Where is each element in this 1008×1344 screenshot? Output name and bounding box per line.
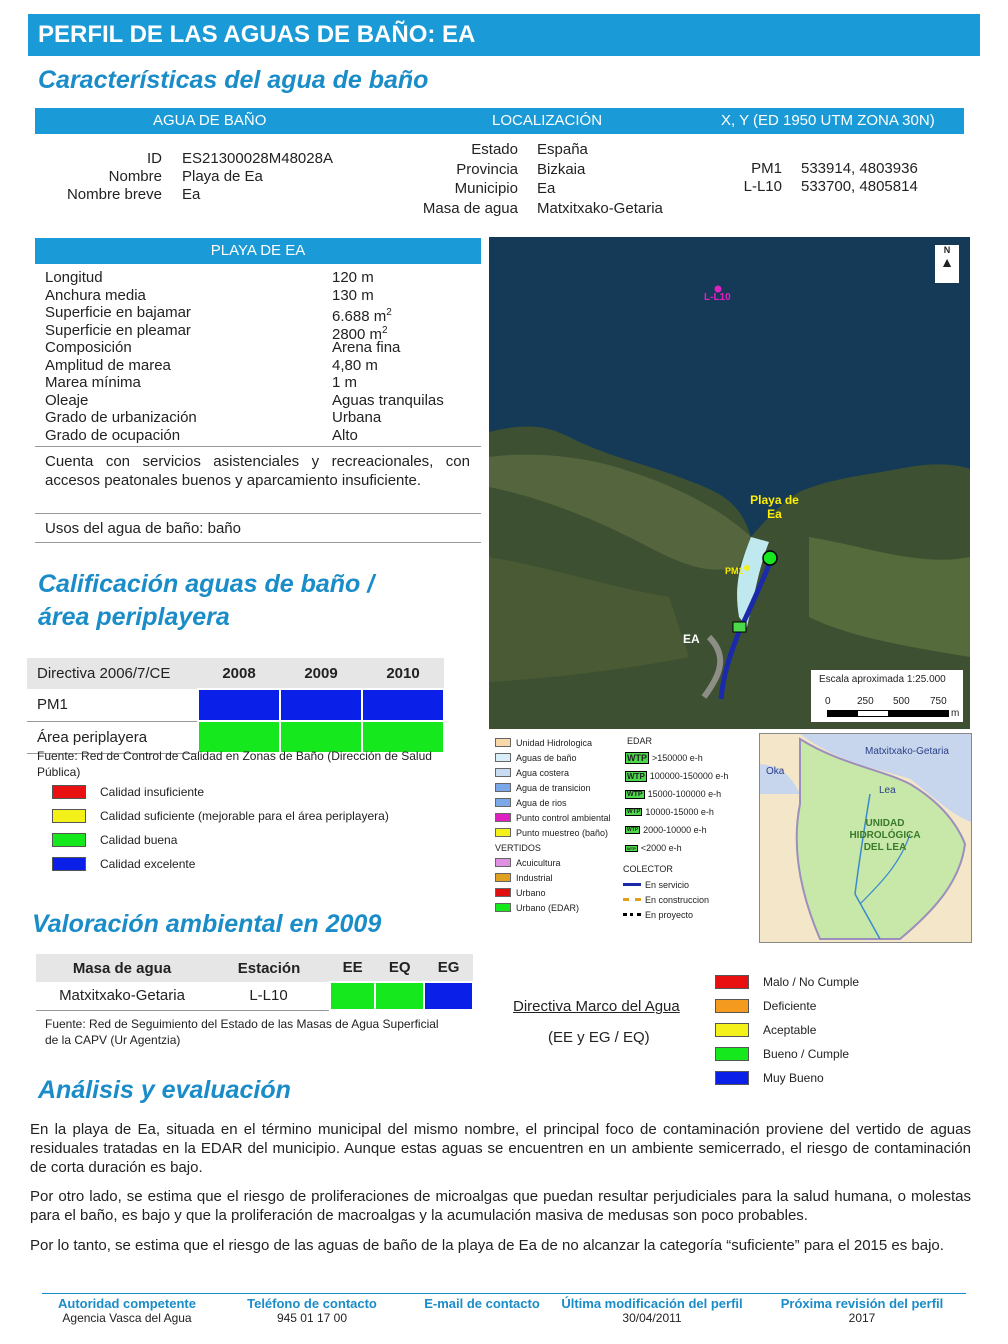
playa-attr-row [45,409,475,427]
quality-row-pm1 [27,689,444,721]
env-cell-ee [330,982,375,1010]
pm1-value: 533914, 4803936 [801,160,918,177]
edar-legend-label: 100000-150000 e-h [649,771,729,781]
map-legend-item [495,780,625,795]
playa-attr-value [332,339,400,357]
nombre-label: Nombre [108,168,162,185]
section-heading-caracteristicas: Características del agua de baño [38,66,429,94]
inset-label-lea: Lea [879,785,896,796]
masa-label: Masa de agua [422,199,518,217]
analisis-p2: Por otro lado, se estima que el riesgo de proliferaciones de microalgas que puedan resultar perjudiciales para la salud humana, o molestas para el baño, es bajo y que la proliferación de macroalgas y la acumulación masiva de medusas son poco probables. [30,1188,971,1224]
wtp-icon: WTP [627,809,641,815]
colector-item: En servicio [645,879,690,890]
map-legend-label: Unidad Hidrologica [516,737,593,748]
edar-legend-label: 10000-15000 e-h [645,807,714,817]
playa-attr-value-text: 2800 m [332,325,383,343]
playa-attr-value [332,357,378,375]
agua-labels [40,150,162,204]
quality-cell [198,689,280,721]
heading-line-2: área periplayera [38,603,230,631]
legend-item [715,1018,859,1042]
map-legend-swatch [495,903,511,912]
playa-attr-value-text: Arena fina [332,339,401,356]
playa-attr-value [332,374,357,392]
quality-cell [280,689,362,721]
fuente-valoracion: Fuente: Red de Seguimiento del Estado de las Masas de Agua Superficial de la CAPV (Ur Agentzia) [45,1017,439,1047]
inset-unidad-line: UNIDAD [865,818,905,829]
playa-attr-label: Superficie en pleamar [45,321,191,339]
map-legend-item [495,825,625,840]
footer-column [552,1296,752,1325]
playa-attr-label: Marea mínima [45,374,141,391]
map-legend-swatch [495,858,511,867]
edar-legend-label: 15000-100000 e-h [647,789,722,799]
playa-attr-label: Grado de ocupación [45,426,181,444]
map-legend-label: Agua de rios [516,797,567,808]
legend-swatch [715,975,749,989]
directive-header: Directiva 2006/7/CE [37,665,171,682]
env-masa: Matxitxako-Getaria [59,987,185,1005]
usos-text: Usos del agua de baño: baño [45,520,241,537]
provincia-value: Bizkaia [537,160,586,178]
quality-header-row [27,658,444,689]
map-legend-item [495,810,625,825]
edar-legend-item [625,821,765,839]
map-legend-item [495,840,625,855]
playa-attr-value-text: Urbana [332,409,382,426]
superscript: 2 [382,324,388,336]
playa-attr-row [45,392,475,410]
dma-label: Directiva Marco del Agua [513,998,680,1015]
playa-attr-row [45,321,475,343]
legend-item [715,1042,859,1066]
legend-swatch [52,785,86,799]
env-cell-eg [424,982,473,1010]
map-legend-item [495,900,625,915]
colector-construction-swatch [623,898,641,901]
provincia-label: Provincia [456,160,518,178]
estado-label: Estado [471,141,518,158]
map-legend-label: Urbano (EDAR) [516,902,580,913]
pm1-map-label: PM1 [725,566,744,576]
map-legend-item [495,855,625,870]
legend-label: Muy Bueno [763,1071,824,1085]
legend-label: Calidad buena [100,833,178,847]
map-legend-left [495,735,625,915]
map-legend-label: Urbano [516,887,546,898]
scale-tick: 0 [825,696,831,707]
legend-item [715,970,859,994]
colector-service-swatch [623,883,641,886]
playa-attr-value-text: 4,80 m [332,356,378,374]
legend-item [715,994,859,1018]
quality-cell [362,689,444,721]
legend-swatch [52,857,86,871]
edar-legend-label: >150000 e-h [652,753,703,763]
map-legend-label: Punto control ambiental [516,812,611,823]
playa-attr-value [332,287,374,305]
col-localizacion: LOCALIZACIÓN [492,112,603,129]
inset-label-unidad [835,818,935,854]
env-header-row [36,954,473,982]
characteristics-header-bar [35,108,964,134]
scale-label: Escala aproximada 1:25.000 [819,674,946,685]
playa-attr-row [45,269,475,287]
footer-value: Agencia Vasca del Agua [62,1311,192,1325]
footer-column [42,1296,212,1325]
playa-attr-value [332,409,381,427]
l10-label: L-L10 [743,178,782,195]
municipio-label: Municipio [454,180,518,197]
legend-item [52,828,389,852]
page-title: PERFIL DE LAS AGUAS DE BAÑO: EA [28,14,980,56]
coord-values [801,160,961,196]
dma-sublabel: (EE y EG / EQ) [548,1029,650,1046]
legend-label: Calidad excelente [100,857,196,871]
footer-heading: Teléfono de contacto [247,1296,377,1311]
playa-attr-value-text: 130 m [332,286,374,304]
map-legend-label: Aguas de baño [516,752,577,763]
municipio-value: Ea [537,180,556,197]
playa-attr-value-text: Aguas tranquilas [332,391,444,409]
map-legend-swatch [495,753,511,762]
section-heading-calificacion [38,568,374,634]
map-legend-item [495,795,625,810]
map-legend-item [495,735,625,750]
inset-map[interactable] [759,733,972,943]
superscript: 2 [386,307,392,318]
colector-project-swatch [623,913,641,916]
playa-attr-value-text: 120 m [332,269,374,286]
inset-unidad-line: HIDROLÓGICA [849,830,921,841]
legend-swatch [715,999,749,1013]
playa-attr-value-text: 1 m [332,374,358,391]
edar-legend-item [625,803,765,821]
playa-attr-value [332,392,444,410]
agua-values [182,150,382,204]
playa-attr-row [45,339,475,357]
coord-labels [720,160,782,196]
edar-title: EDAR [627,736,653,746]
env-estacion: L-L10 [249,987,288,1005]
inset-label-oka: Oka [766,766,785,777]
map-legend-right [625,749,765,857]
legend-label: Aceptable [763,1023,817,1037]
footer-column [762,1296,962,1325]
playa-attr-label: Oleaje [45,391,89,409]
map-legend-swatch [495,828,511,837]
map-legend-swatch [495,783,511,792]
footer-value: 2017 [848,1311,876,1325]
env-header-masa: Masa de agua [72,959,172,977]
map-legend-label: Acuicultura [516,857,561,868]
legend-label: Deficiente [763,999,817,1013]
breve-value: Ea [182,186,201,203]
playa-map-label [747,493,802,521]
wtp-icon: WTP [627,790,643,798]
footer-heading: E-mail de contacto [424,1296,540,1311]
playa-attr-value-text: 6.688 m [332,308,387,325]
legend-item [52,780,389,804]
map-legend-swatch [495,873,511,882]
map-legend-item [495,870,625,885]
colector-item: En proyecto [645,909,694,920]
loc-values [537,140,717,218]
estado-value: España [537,141,588,158]
env-header-eq: EQ [388,959,411,976]
ll10-map-label: L-L10 [704,292,731,303]
fuente-calidad: Fuente: Red de Control de Calidad en Zonas de Baño (Dirección de Salud Pública) [37,749,432,779]
colector-list [623,877,763,922]
ea-map-label: EA [683,632,700,646]
servicios-value: Cuenta con servicios asistenciales y recreacionales, con accesos peatonales buenos y aparcamiento insuficiente. [45,453,470,489]
playa-attr-row [45,374,475,392]
scale-tick: 750 [930,696,947,707]
nombre-value: Playa de Ea [182,168,263,185]
playa-map-line1: Playa de [750,493,799,507]
map-legend-label: Industrial [516,872,553,883]
edar-legend-item [625,749,765,767]
divider [35,446,481,447]
playa-attr-label: Grado de urbanización [45,409,197,426]
footer-value: 945 01 17 00 [276,1311,348,1325]
env-header-ee: EE [342,959,363,976]
legend-swatch [52,809,86,823]
env-header-estacion: Estación [237,959,301,977]
playa-attr-value [332,269,374,287]
north-label: N [943,245,951,255]
year-header: 2009 [304,664,338,682]
playa-attr-value [332,304,392,325]
map-legend-item [495,765,625,780]
scale-box [811,670,963,722]
legend-item [52,804,389,828]
footer-rule [42,1293,966,1294]
map-legend-swatch [495,813,511,822]
heading-line-1: Calificación aguas de baño / [38,570,375,598]
row-label: PM1 [37,696,68,714]
scale-tick: 500 [893,696,910,707]
playa-attr-row [45,427,475,445]
edar-legend-label: <2000 e-h [640,843,682,853]
colector-title: COLECTOR [623,864,673,874]
legend-label: Calidad suficiente (mejorable para el área periplayera) [100,809,389,823]
scale-unit: m [951,708,960,719]
id-label: ID [147,150,162,167]
legend-swatch [52,833,86,847]
playa-attr-row [45,357,475,375]
legend-item [715,1066,859,1090]
env-row [36,982,473,1010]
map-legend-label: Agua de transicion [516,782,591,793]
map-image [489,237,970,729]
playa-attr-label: Longitud [45,269,103,286]
inset-unidad-line: DEL LEA [863,842,907,853]
breve-label: Nombre breve [66,186,162,203]
servicios-text [45,452,470,490]
analisis-p1: En la playa de Ea, situada en el término municipal del mismo nombre, el principal foco de contaminación proviene del vertido de aguas residuales tratadas en la EDAR del municipio. Aunque estas aguas se encuentren en un ambiente semicerrado, el riesgo de contaminación de corta duración es bajo. [30,1121,971,1176]
status-legend [715,970,859,1090]
wtp-icon: WTP [627,753,647,763]
id-value: ES21300028M48028A [182,150,333,167]
playa-attr-label: Anchura media [45,286,146,304]
map-legend-label: Agua costera [516,767,570,778]
pm1-label: PM1 [751,160,782,177]
loc-labels [398,140,518,218]
legend-swatch [715,1071,749,1085]
quality-table [27,658,445,754]
wtp-icon: WTP [627,827,639,833]
playa-header: PLAYA DE EA [35,238,481,264]
wtp-icon: WTP [627,845,636,851]
environmental-table [36,954,474,1011]
env-header-eg: EG [437,959,460,976]
map-legend-label: Punto muestreo (baño) [516,827,609,838]
scale-tick: 250 [857,696,874,707]
map-legend-swatch [495,888,511,897]
north-arrow-icon: N ▲ [935,245,959,283]
scale-bar [827,710,949,717]
l10-value: 533700, 4805814 [801,178,918,195]
colector-item: En construccion [645,894,710,905]
divider [35,513,481,514]
playa-attr-value [332,427,358,445]
map-legend [489,733,769,938]
playa-attributes [45,269,475,444]
playa-attr-label: Amplitud de marea [45,356,171,374]
masa-value: Matxitxako-Getaria [537,199,663,217]
edar-legend-item [625,785,765,803]
map-legend-swatch [495,798,511,807]
legend-item [52,852,389,876]
year-header: 2010 [386,664,420,682]
legend-label: Malo / No Cumple [763,975,860,989]
footer-heading: Autoridad competente [58,1296,196,1311]
legend-label: Calidad insuficiente [100,785,205,799]
map-legend-item [495,885,625,900]
map-legend-item [495,750,625,765]
edar-legend-label: 2000-10000 e-h [643,825,707,835]
inset-label-matx: Matxitxako-Getaria [865,746,949,757]
map-legend-label: VERTIDOS [495,842,541,853]
quality-legend [52,780,389,876]
col-coordinates: X, Y (ED 1950 UTM ZONA 30N) [721,112,935,129]
edar-legend-item [625,767,765,785]
playa-attr-row [45,287,475,305]
legend-swatch [715,1023,749,1037]
aerial-map[interactable] [489,237,970,729]
footer-value: 30/04/2011 [622,1311,682,1325]
legend-swatch [715,1047,749,1061]
playa-attr-label: Composición [45,339,132,356]
col-agua-de-bano: AGUA DE BAÑO [153,112,267,129]
playa-attr-value-text: Alto [332,426,358,444]
analisis-p3: Por lo tanto, se estima que el riesgo de las aguas de baño de la playa de Ea de no alcanzar la categoría “suficiente” para el 2015 es bajo. [30,1237,944,1254]
year-header: 2008 [222,664,256,682]
footer-heading: Próxima revisión del perfil [780,1296,944,1311]
env-cell-eq [375,982,424,1010]
section-heading-valoracion: Valoración ambiental en 2009 [32,910,382,938]
footer-heading: Última modificación del perfil [561,1296,743,1311]
divider [35,542,481,543]
playa-attr-value [332,322,388,343]
playa-attr-label: Superficie en bajamar [45,304,191,321]
row-label: Área periplayera [37,728,148,746]
wtp-icon: WTP [627,771,645,781]
legend-label: Bueno / Cumple [763,1047,850,1061]
edar-legend-item [625,839,765,857]
map-legend-swatch [495,738,511,747]
section-heading-analisis: Análisis y evaluación [38,1076,291,1104]
map-legend-swatch [495,768,511,777]
playa-attr-row [45,304,475,325]
playa-map-line2: Ea [767,507,782,521]
